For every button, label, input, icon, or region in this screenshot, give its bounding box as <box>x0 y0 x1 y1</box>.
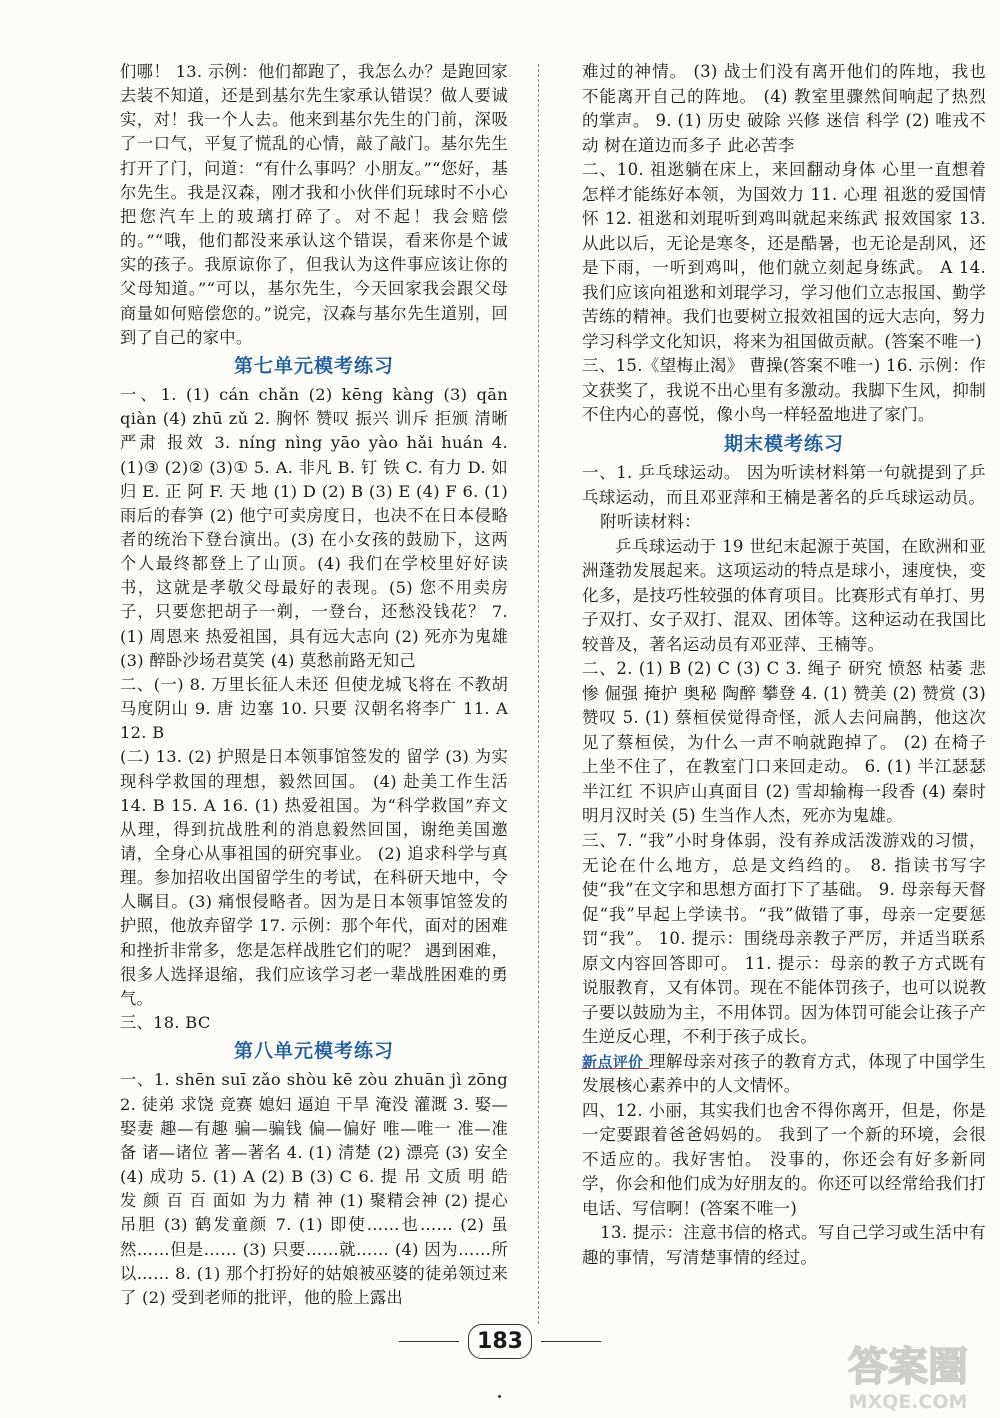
answer-paragraph: 一、1. (1) cán chǎn (2) kēng kàng (3) qān qiàn (4) zhū zǔ 2. 胸怀 赞叹 振兴 训斥 拒颁 清晰 严肃 报效 3. níng nìng yāo yào hǎi huán 4. (1)③ (2)② (3)① 5. A. 非凡 B. 钉 铁 C. 有力 D. 如归 E. 正 阿 F. 天 地 (1) D (2) B (3) E (4) F 6. (1) 雨后的春笋 (2) 他宁可卖房度日，也决不在日本侵略者的统治下登台演出。(3) 在小女孩的鼓励下，这两个人最终都登上了山顶。(4) 我们在学校里好好读书，这就是孝敬父母最好的表现。(5) 您不用卖房子，只要您把胡子一剃，一登台，还愁没钱花？ 7. (1) 周恩来 热爱祖国，具有远大志向 (2) 死亦为鬼雄 (3) 醉卧沙场君莫笑 (4) 莫愁前路无知己 <box>120 385 508 670</box>
answer-paragraph: 附听读材料： <box>600 512 701 532</box>
left-column <box>120 60 508 1310</box>
page-number: 183 <box>468 1324 532 1359</box>
right-column <box>582 60 986 1270</box>
footer-dot <box>498 1395 501 1398</box>
answer-paragraph: 二、(一) 8. 万里长征人未还 但使龙城飞将在 不教胡马度阴山 9. 唐 边塞 10. 只要 汉朝名将李广 11. A 12. B <box>120 674 508 743</box>
watermark-line1: 答案圈 <box>848 1344 968 1390</box>
column-divider <box>538 64 539 1324</box>
answer-paragraph <box>582 1050 986 1099</box>
footer-rule-right <box>541 1341 601 1342</box>
watermark-logo <box>826 1336 991 1414</box>
section-heading: 第八单元模考练习 <box>233 1040 394 1063</box>
footer-rule-left <box>399 1341 459 1342</box>
answer-paragraph: 三、7. “我”小时身体弱，没有养成活泼游戏的习惯，无论在什么地方，总是文绉绉的。 8. 指读书写字使“我”在文字和思想方面打下了基础。 9. 母亲每天督促“我”早起上学读书。“我”做错了事，母亲一定要惩罚“我”。 10. 提示：围绕母亲教子严厉，并适当联系原文内容回答即可。 11. 提示：母亲的教子方式既有说服教育，又有体罚。现在不能体罚孩子，也可以说教子要以鼓励为主，不用体罚。因为体罚可能会让孩子产生逆反心理，不利于孩子成长。 <box>582 830 986 1047</box>
answer-paragraph: 难过的神情。 (3) 战士们没有离开他们的阵地，我也不能离开自己的阵地。 (4) 教室里骤然间响起了热烈的掌声。 9. (1) 历史 破除 兴修 迷信 科学 (2) 唯戎不动 树在道边而多子 此必苦李 <box>582 62 986 155</box>
answer-paragraph: 三、15.《望梅止渴》 曹操(答案不唯一) 16. 示例：作文获奖了，我说不出心里有多激动。我脚下生风，抑制不住内心的喜悦，像小鸟一样轻盈地进了家门。 <box>582 356 986 425</box>
answer-paragraph: 四、12. 小丽，其实我们也舍不得你离开，但是，你是一定要跟着爸爸妈妈的。 我到了一个新的环境，会很不适应的。我好害怕。 没事的，你还会有好多新同学，你会和他们成为好朋友的。你还可以经常给我们打电话、写信啊！(答案不唯一) <box>582 1100 986 1218</box>
answer-paragraph: 一、1. shēn suī zǎo shòu kē zòu zhuān jì zōng 2. 徒弟 求饶 竞赛 媳妇 逼迫 干旱 淹没 灌溉 3. 娶—娶妻 趣—有趣 骗—骗钱 偏—偏好 唯—唯一 准—准备 诸—诸位 著—著名 4. (1) 清楚 (2) 漂亮 (3) 安全 (4) 成功 5. (1) A (2) B (3) C 6. 提 吊 文质 明 皓 发 颜 百 百 面如 为力 精 神 (1) 聚精会神 (2) 提心吊胆 (3) 鹤发童颜 7. (1) 即使……也…… (2) 虽然……但是…… (3) 只要……就…… (4) 因为……所以…… 8. (1) 那个打扮好的姑娘被巫婆的徒弟领过来了 (2) 受到老师的批评，他的脸上露出 <box>120 1070 508 1307</box>
answer-paragraph: 二、10. 祖逖躺在床上，来回翻动身体 心里一直想着怎样才能练好本领，为国效力 11. 心理 祖逖的爱国情怀 12. 祖逖和刘琨听到鸡叫就起来练武 报效国家 13. 从此以后，无论是寒冬，还是酷暑，也无论是刮风，还是下雨，一听到鸡叫，他们就立刻起身练武。 A 14. 我们应该向祖逖和刘琨学习，学习他们立志报国、勤学苦练的精神。我们也要树立报效祖国的远大志向，努力学习科学文化知识，将来为祖国做贡献。(答案不唯一) <box>582 160 986 351</box>
answer-text: 理解母亲对孩子的教育方式，体现了中国学生发展核心素养中的人文情怀。 <box>582 1051 987 1096</box>
answer-paragraph: 二、2. (1) B (2) C (3) C 3. 绳子 研究 愤怒 枯萎 悲惨 倔强 掩护 奥秘 陶醉 攀登 4. (1) 赞美 (2) 赞赏 (3) 赞叹 5. (1) 蔡桓侯觉得奇怪，派人去问扁鹊，他这次见了蔡桓侯，为什么一声不响就跑掉了。 (2) 在椅子上坐不住了，在教室门口来回走动。 6. (1) 半江瑟瑟半江红 不识庐山真面目 (2) 雪却输梅一段香 (4) 秦时明月汉时关 (5) 生当作人杰，死亦为鬼雄。 <box>582 659 986 826</box>
watermark-line2: MXQE.COM <box>848 1391 968 1413</box>
answer-paragraph: 三、18. BC <box>120 1013 211 1033</box>
section-heading: 期末模考练习 <box>723 432 844 455</box>
section-heading: 第七单元模考练习 <box>233 354 394 377</box>
answer-paragraph: 乒乓球运动于 19 世纪末起源于英国，在欧洲和亚洲蓬勃发展起来。这项运动的特点是球小，速度快，变化多，是技巧性较强的体育项目。比赛形式有单打、男子双打、女子双打、混双、团体等。这种运动在我国比较普及，著名运动员有邓亚萍、王楠等。 <box>582 536 986 654</box>
answer-paragraph: 一、1. 乒乓球运动。 因为听读材料第一句就提到了乒乓球运动，而且邓亚萍和王楠是著名的乒乓球运动员。 <box>582 463 986 507</box>
answer-paragraph: 们哪！ 13. 示例：他们都跑了，我怎么办？是跑回家去装不知道，还是到基尔先生家承认错误？做人要诚实，对！我一个人去。他来到基尔先生的门前，深吸了一口气，平复了慌乱的心情，敲了敲门。基尔先生打开了门，问道：“有什么事吗？小朋友。”“您好，基尔先生。我是汉森，刚才我和小伙伴们玩球时不小心把您汽车上的玻璃打碎了。对不起！我会赔偿的。”“哦，他们都没来承认这个错误，看来你是个诚实的孩子。我原谅你了，但我认为这件事应该让你的父母知道。”“可以，基尔先生，今天回家我会跟父母商量如何赔偿您的。”说完，汉森与基尔先生道别，回到了自己的家中。 <box>120 62 508 347</box>
answer-paragraph: (二) 13. (2) 护照是日本领事馆签发的 留学 (3) 为实现科学救国的理想，毅然回国。 (4) 赴美工作生活 14. B 15. A 16. (1) 热爱祖国。为“科学救国”弃文从理，得到抗战胜利的消息毅然回国，谢绝美国邀请，全身心从事祖国的研究事业。 (2) 追求科学与真理。参加招收出国留学生的考试，在科研天地中，令人瞩目。(3) 痛恨侵略者。因为是日本领事馆签发的护照，他放弃留学 17. 示例：那个年代，面对的困难和挫折非常多，您是怎样战胜它们的呢？ 遇到困难，很多人选择退缩，我们应该学习老一辈战胜困难的勇气。 <box>120 747 508 1008</box>
answer-paragraph: 13. 提示：注意书信的格式。写自己学习或生活中有趣的事情，写清楚事情的经过。 <box>582 1223 986 1267</box>
evaluation-badge: 新点评价 <box>582 1052 649 1071</box>
